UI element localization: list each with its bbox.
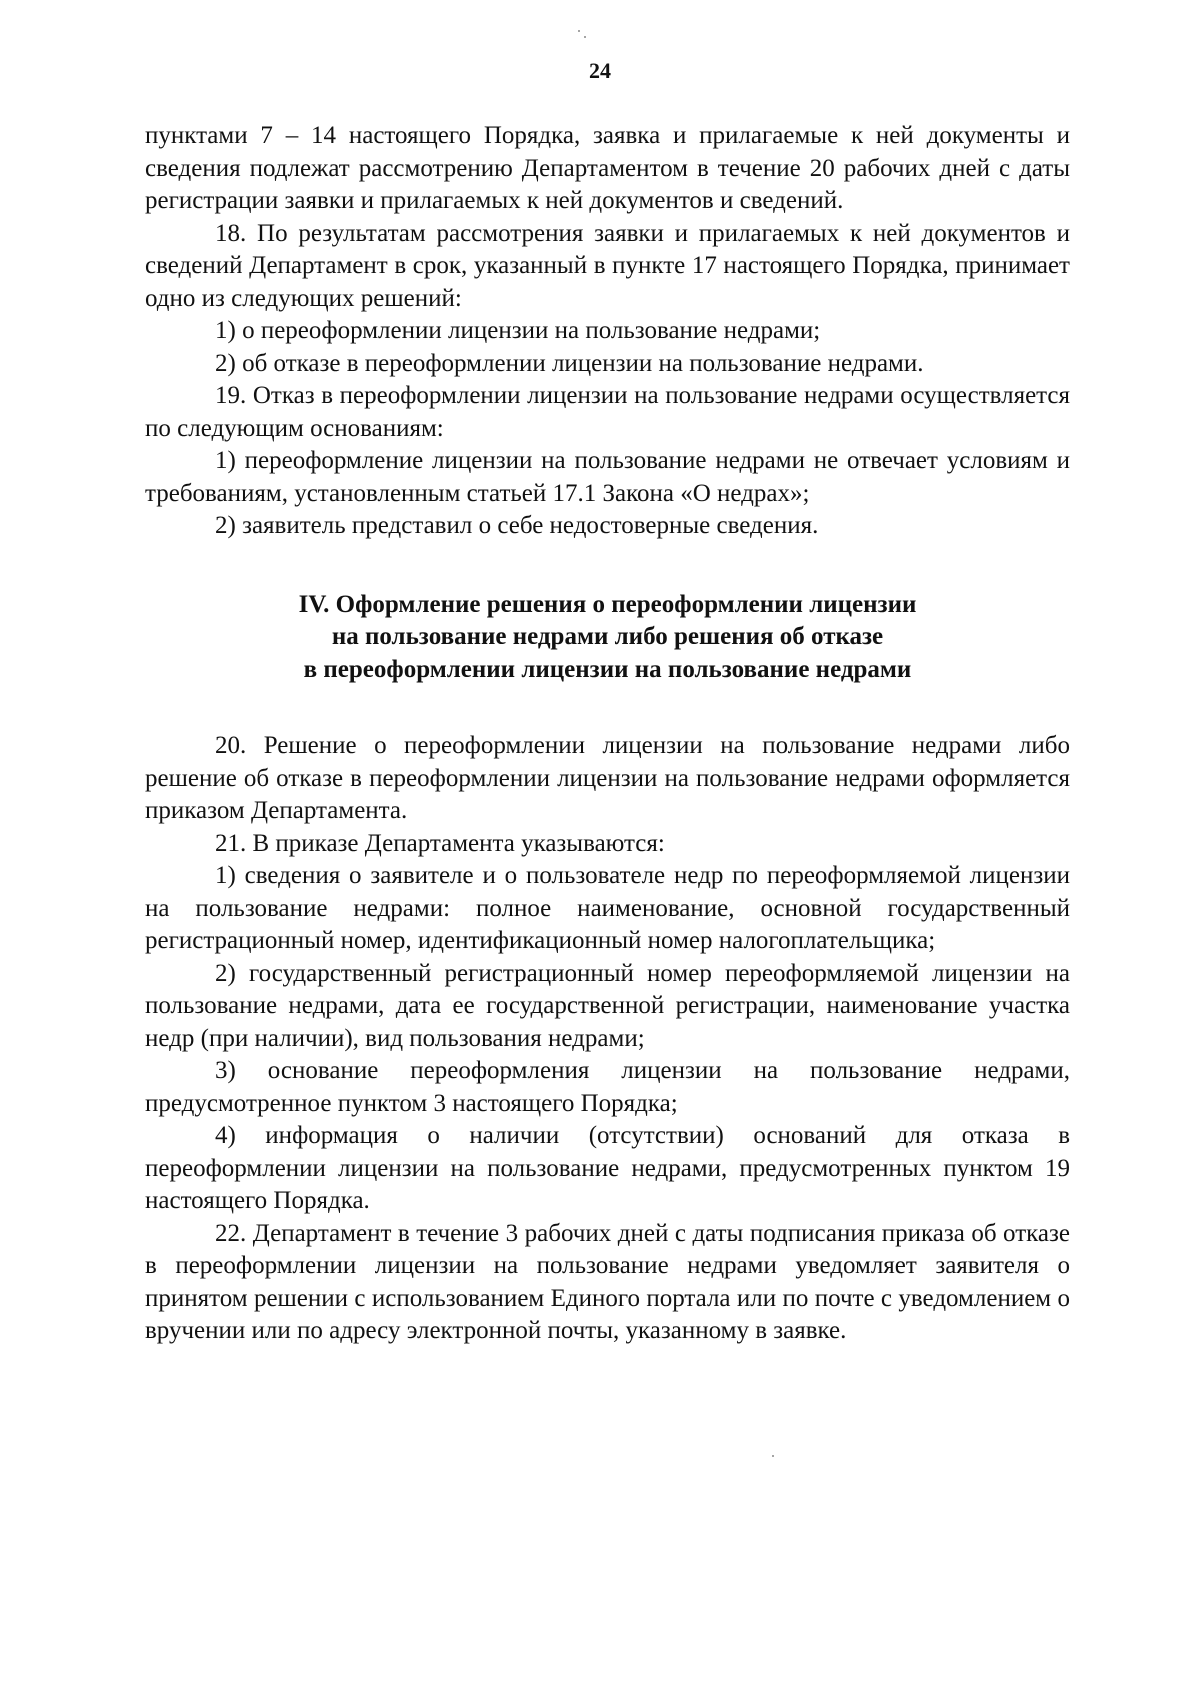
paragraph-item-20: 20. Решение о переоформлении лицензии на пользование недрами либо решение об отказе в переоформлении лицензии на пользование недрами оформляется приказом Департамента. (145, 732, 1070, 824)
section-heading-line: на пользование недрами либо решения об отказе (331, 623, 884, 650)
section-heading (145, 589, 1070, 687)
scan-speck (578, 30, 580, 32)
paragraphs-after-section (145, 730, 1070, 1348)
paragraph-item-21-4: 4) информация о наличии (отсутствии) оснований для отказа в переоформлении лицензии на пользование недрами, предусмотренных пунктом 19 настоящего Порядка. (145, 1122, 1070, 1214)
scan-speck (584, 36, 586, 38)
section-heading-line: IV. Оформление решения о переоформлении лицензии (298, 590, 917, 618)
scan-speck (772, 1455, 774, 1457)
paragraph-item-21-3: 3) основание переоформления лицензии на пользование недрами, предусмотренное пунктом 3 настоящего Порядка; (145, 1057, 1070, 1117)
paragraph-item-18-2: 2) об отказе в переоформлении лицензии на пользование недрами. (215, 349, 924, 377)
paragraph-item-18: 18. По результатам рассмотрения заявки и прилагаемых к ней документов и сведений Департамент в срок, указанный в пункте 17 настоящего Порядка, принимает одно из следующих решений: (145, 219, 1070, 312)
paragraph-item-21-1: 1) сведения о заявителе и о пользователе недр по переоформляемой лицензии на пользование недрами: полное наименование, основной государственный регистрационный номер, идентификационный номер налогоплательщика; (145, 862, 1070, 954)
paragraph-item-19: 19. Отказ в переоформлении лицензии на пользование недрами осуществляется по следующим основаниям: (145, 382, 1070, 442)
paragraph-item-22: 22. Департамент в течение 3 рабочих дней с даты подписания приказа об отказе в переоформлении лицензии на пользование недрами уведомляет заявителя о принятом решении с использованием Единого портала или по почте с уведомлением о вручении или по адресу электронной почты, указанному в заявке. (145, 1219, 1070, 1344)
paragraph-item-18-1: 1) о переоформлении лицензии на пользование недрами; (215, 317, 821, 344)
paragraph-item-19-1: 1) переоформление лицензии на пользование недрами не отвечает условиям и требованиям, установленным статьей 17.1 Закона «О недрах»; (145, 447, 1070, 507)
paragraph-item-19-2: 2) заявитель представил о себе недостоверные сведения. (215, 512, 819, 539)
paragraph-item-21-2: 2) государственный регистрационный номер переоформляемой лицензии на пользование недрами, дата ее государственной регистрации, наименование участка недр (при наличии), вид пользования недрами; (145, 959, 1070, 1052)
paragraphs-before-section (145, 120, 1070, 543)
document-body (145, 120, 1070, 1348)
paragraph-continuation: пунктами 7 – 14 настоящего Порядка, заявка и прилагаемые к ней документы и сведения подлежат рассмотрению Департаментом в течение 20 рабочих дней с даты регистрации заявки и прилагаемых к ней документов и сведений. (145, 122, 1070, 214)
page-number: 24 (589, 58, 611, 83)
paragraph-item-21: 21. В приказе Департамента указываются: (215, 829, 665, 857)
section-heading-line: в переоформлении лицензии на пользование недрами (303, 655, 912, 683)
